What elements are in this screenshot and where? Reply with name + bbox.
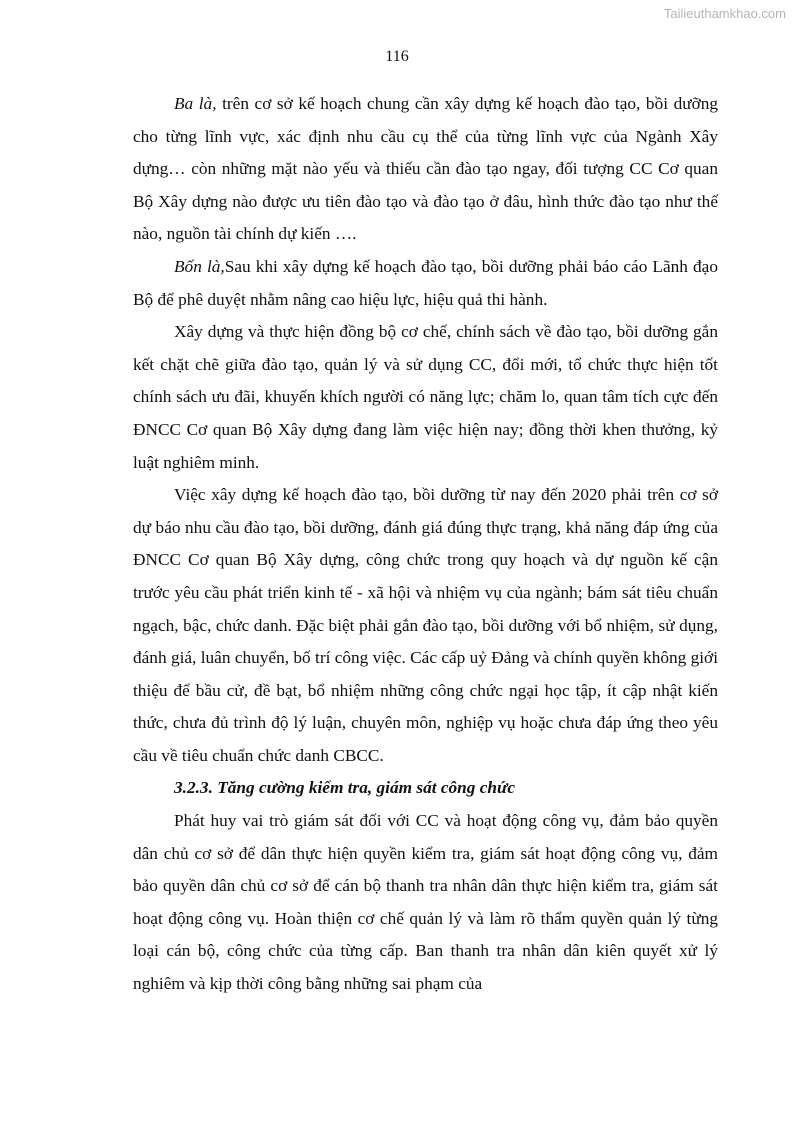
section-heading: 3.2.3. Tăng cường kiểm tra, giám sát công chức — [174, 778, 516, 798]
paragraph-lead: Ba là, — [174, 94, 217, 113]
paragraph-co-che: Xây dựng và thực hiện đồng bộ cơ chế, chính sách về đào tạo, bồi dưỡng gắn kết chặt chẽ giữa đào tạo, quản lý và sử dụng CC, đổi mới, tổ chức thực hiện tốt chính sách ưu đãi, khuyến khích người có năng lực; chăm lo, quan tâm tích cực đến ĐNCC Cơ quan Bộ Xây dựng đang làm việc hiện nay; đồng thời khen thưởng, kỷ luật nghiêm minh. — [133, 322, 718, 472]
paragraph-lead: Bốn là, — [174, 256, 225, 276]
watermark: Tailieuthamkhao.com — [663, 6, 786, 21]
paragraph-text: trên cơ sở kế hoạch chung cần xây dựng kế hoạch đào tạo, bồi dưỡng cho từng lĩnh vực, xác định nhu cầu cụ thể của từng lĩnh vực của Ngành Xây dựng… còn những mặt nào yếu và thiếu cần đào tạo ngay, đối tượng CC Cơ quan Bộ Xây dựng nào được ưu tiên đào tạo và đào tạo ở đâu, hình thức đào tạo như thế nào, nguồn tài chính dự kiến …. — [133, 94, 719, 244]
paragraph-text: Sau khi xây dựng kế hoạch đào tạo, bồi dưỡng phải báo cáo Lãnh đạo Bộ để phê duyệt nhằm nâng cao hiệu lực, hiệu quả thi hành. — [133, 256, 718, 309]
paragraph-bon-la — [133, 251, 718, 316]
page-number: 116 — [385, 48, 409, 65]
paragraph-ke-hoach: Việc xây dựng kế hoạch đào tạo, bồi dưỡng từ nay đến 2020 phải trên cơ sở dự báo nhu cầu đào tạo, bồi dưỡng, đánh giá đúng thực trạng, khả năng đáp ứng của ĐNCC Cơ quan Bộ Xây dựng, công chức trong quy hoạch và dự nguồn kế cận trước yêu cầu phát triển kinh tế - xã hội và nhiệm vụ của ngành; bám sát tiêu chuẩn ngạch, bậc, chức danh. Đặc biệt phải gắn đào tạo, bồi dưỡng với bổ nhiệm, sử dụng, đánh giá, luân chuyển, bố trí công việc. Các cấp uỷ Đảng và chính quyền không giới thiệu để bầu cử, đề bạt, bổ nhiệm những công chức ngại học tập, ít cập nhật kiến thức, chưa đủ trình độ lý luận, chuyên môn, nghiệp vụ hoặc chưa đáp ứng theo yêu cầu về tiêu chuẩn chức danh CBCC. — [133, 485, 718, 765]
paragraph-ba-la — [133, 88, 718, 251]
paragraph-giam-sat: Phát huy vai trò giám sát đối với CC và hoạt động công vụ, đảm bảo quyền dân chủ cơ sở để dân thực hiện quyền kiểm tra, giám sát hoạt động công vụ, đảm bảo quyền dân chủ cơ sở để cán bộ thanh tra nhân dân thực hiện kiểm tra, giám sát hoạt động công vụ. Hoàn thiện cơ chế quản lý và làm rõ thẩm quyền quản lý từng loại cán bộ, công chức của từng cấp. Ban thanh tra nhân dân kiên quyết xử lý nghiêm và kịp thời công bằng những sai phạm của — [133, 811, 718, 994]
document-body — [133, 88, 718, 1001]
